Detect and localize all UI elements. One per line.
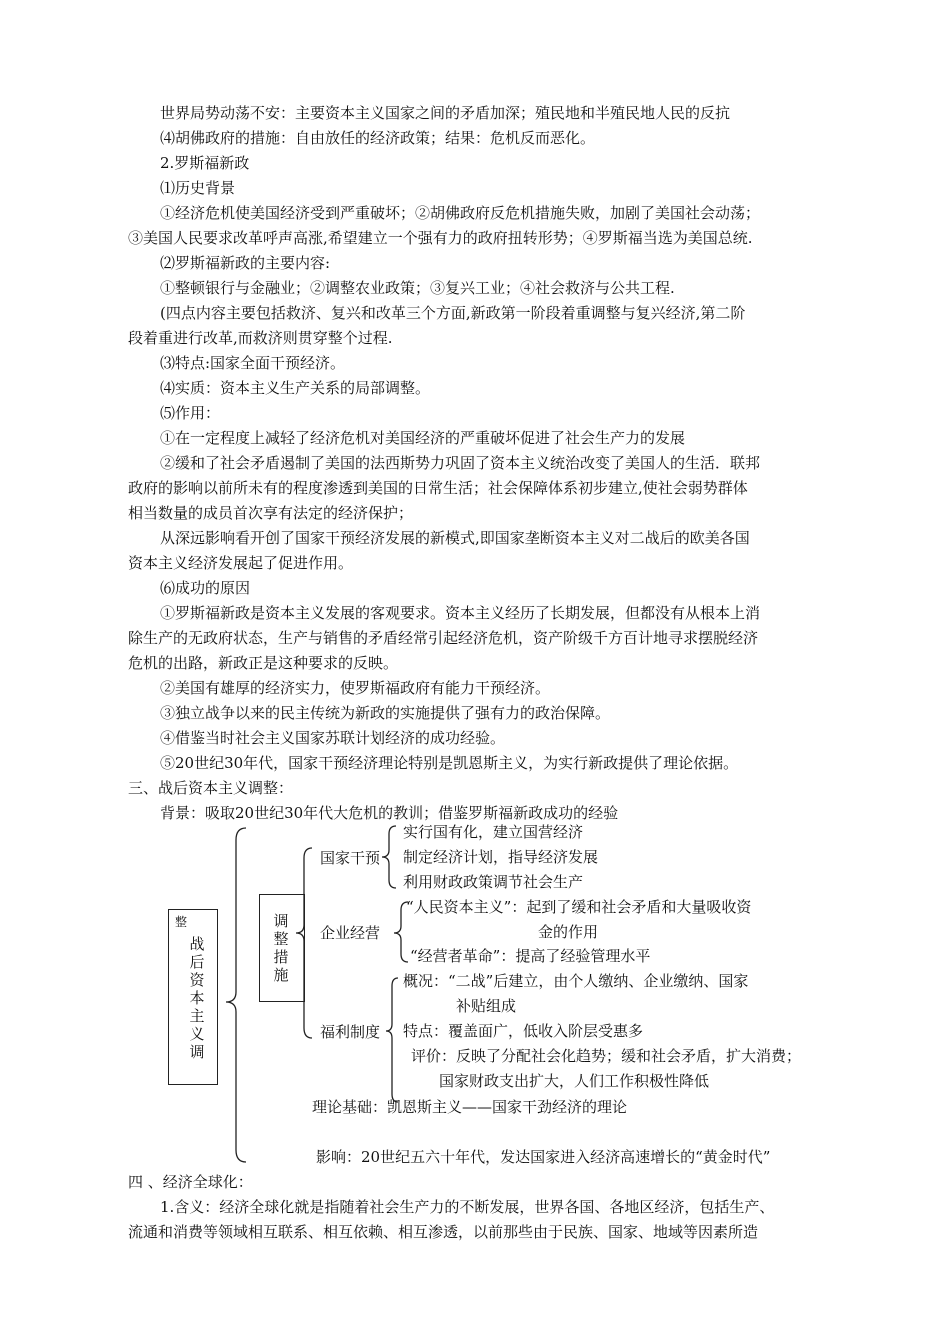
branch-item: “人民资本主义”：起到了缓和社会矛盾和大量吸收资 xyxy=(406,898,752,916)
text-line: ④借鉴当时社会主义国家苏联计划经济的成功经验。 xyxy=(160,729,506,747)
text-line: ⑵罗斯福新政的主要内容: xyxy=(160,254,331,272)
impact: 影响：20世纪五六十年代，发达国家进入经济高速增长的“黄金时代” xyxy=(316,1148,771,1166)
text-line: ③美国人民要求改革呼声高涨,希望建立一个强有力的政府扭转形势；④罗斯福当选为美国总统. xyxy=(128,229,753,247)
text-line: 2.罗斯福新政 xyxy=(160,154,250,172)
text-line: ①在一定程度上减轻了经济危机对美国经济的严重破坏促进了社会生产力的发展 xyxy=(160,429,686,447)
text-line: ①整顿银行与金融业；②调整农业政策；③复兴工业；④社会救济与公共工程. xyxy=(160,279,675,297)
text-line: 政府的影响以前所未有的程度渗透到美国的日常生活；社会保障体系初步建立,使社会弱势群体 xyxy=(128,479,748,497)
root-top-char: 整 xyxy=(174,915,187,929)
text-line: ②缓和了社会矛盾遏制了美国的法西斯势力巩固了资本主义统治改变了美国人的生活．联邦 xyxy=(160,454,761,472)
branch-item: 制定经济计划，指导经济发展 xyxy=(403,848,599,866)
text-line: ③独立战争以来的民主传统为新政的实施提供了强有力的政治保障。 xyxy=(160,704,611,722)
text-line: 除生产的无政府状态，生产与销售的矛盾经常引起经济危机，资产阶级千方百计地寻求摆脱经济 xyxy=(128,629,759,647)
branch-item: “经营者革命”：提高了经验管理水平 xyxy=(410,947,651,965)
branch-item: 金的作用 xyxy=(538,923,599,941)
text-line: ②美国有雄厚的经济实力，使罗斯福政府有能力干预经济。 xyxy=(160,679,551,697)
measures-label: 调整措施 xyxy=(273,912,289,984)
text-line: 1.含义：经济全球化就是指随着社会生产力的不断发展，世界各国、各地区经济，包括生产、 xyxy=(160,1198,775,1216)
text-line: ⑷胡佛政府的措施：自由放任的经济政策；结果：危机反而恶化。 xyxy=(160,129,596,147)
text-line: ⑸作用： xyxy=(160,404,221,422)
root-label: 战后资本主义调 xyxy=(189,935,205,1061)
branch-item: 国家财政支出扩大，人们工作积极性降低 xyxy=(439,1072,710,1090)
text-line: 段着重进行改革,而救济则贯穿整个过程. xyxy=(128,329,393,347)
text-line: 资本主义经济发展起了促进作用。 xyxy=(128,554,354,572)
text-line: 流通和消费等领域相互联系、相互依赖、相互渗透，以前那些由于民族、国家、地域等因素所造 xyxy=(128,1223,759,1241)
branch-label: 国家干预 xyxy=(320,849,381,867)
branch-item: 特点：覆盖面广，低收入阶层受惠多 xyxy=(403,1022,644,1040)
branch-item: 补贴组成 xyxy=(456,997,517,1015)
text-line: ⑶特点:国家全面干预经济。 xyxy=(160,354,346,372)
branch-item: 利用财政政策调节社会生产 xyxy=(403,873,584,891)
text-line: (四点内容主要包括救济、复兴和改革三个方面,新政第一阶段着重调整与复兴经济,第二阶 xyxy=(160,304,746,322)
branch-item: 概况：“二战”后建立，由个人缴纳、企业缴纳、国家 xyxy=(403,972,749,990)
text-line: 从深远影响看开创了国家干预经济发展的新模式,即国家垄断资本主义对二战后的欧美各国 xyxy=(160,529,750,547)
branch-item: 实行国有化，建立国营经济 xyxy=(403,823,584,841)
text-line: 背景：吸取20世纪30年代大危机的教训；借鉴罗斯福新政成功的经验 xyxy=(160,804,619,822)
branch-label: 企业经营 xyxy=(320,924,381,942)
text-line: 相当数量的成员首次享有法定的经济保护； xyxy=(128,504,414,522)
text-line: ⑤20世纪30年代，国家干预经济理论特别是凯恩斯主义，为实行新政提供了理论依据。 xyxy=(160,754,739,772)
branch-label: 福利制度 xyxy=(320,1023,381,1041)
branch-item: 评价：反映了分配社会化趋势；缓和社会矛盾，扩大消费； xyxy=(411,1047,802,1065)
text-line: ⑷实质：资本主义生产关系的局部调整。 xyxy=(160,379,431,397)
theory-basis: 理论基础：凯恩斯主义——国家干劲经济的理论 xyxy=(312,1098,628,1116)
text-line: ①罗斯福新政是资本主义发展的客观要求。资本主义经历了长期发展，但都没有从根本上消 xyxy=(160,604,761,622)
text-line: 危机的出路，新政正是这种要求的反映。 xyxy=(128,654,399,672)
section-heading: 四 、经济全球化： xyxy=(128,1173,253,1191)
text-line: ⑹成功的原因 xyxy=(160,579,251,597)
text-line: ⑴历史背景 xyxy=(160,179,236,197)
section-heading: 三、战后资本主义调整： xyxy=(128,779,294,797)
text-line: 世界局势动荡不安：主要资本主义国家之间的矛盾加深；殖民地和半殖民地人民的反抗 xyxy=(160,104,731,122)
text-line: ①经济危机使美国经济受到严重破坏；②胡佛政府反危机措施失败，加剧了美国社会动荡； xyxy=(160,204,761,222)
